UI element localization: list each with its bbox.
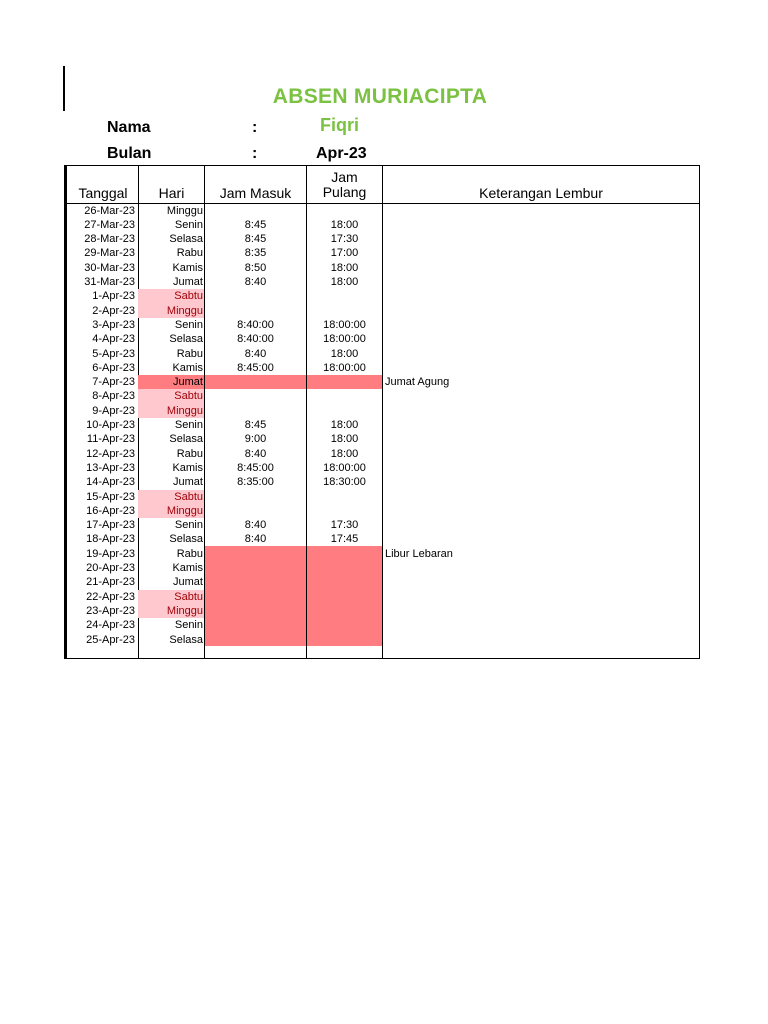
row-date: 12-Apr-23 [86, 447, 135, 460]
row-day: Minggu [138, 604, 204, 618]
row-jam-pulang [307, 633, 382, 647]
row-date: 27-Mar-23 [84, 218, 135, 231]
row-jam-masuk [205, 575, 306, 589]
row-date: 3-Apr-23 [92, 318, 135, 331]
row-day: Jumat [138, 375, 204, 389]
row-jam-pulang [307, 618, 382, 632]
row-date: 15-Apr-23 [86, 490, 135, 503]
row-keterangan [383, 389, 699, 403]
row-day: Sabtu [138, 289, 204, 303]
row-keterangan [383, 490, 699, 504]
row-date: 1-Apr-23 [92, 290, 135, 303]
row-jam-masuk: 8:40 [244, 519, 267, 532]
row-date: 31-Mar-23 [84, 276, 135, 288]
row-jam-pulang: 17:45 [330, 533, 359, 546]
row-date: 6-Apr-23 [92, 361, 135, 374]
row-jam-masuk [205, 547, 306, 561]
row-day: Kamis [172, 361, 203, 374]
row-day: Minggu [166, 204, 203, 217]
row-date: 20-Apr-23 [86, 562, 135, 574]
name-label: Nama [107, 119, 151, 136]
row-jam-pulang: 18:00 [330, 447, 359, 460]
row-date: 9-Apr-23 [92, 404, 135, 417]
row-date: 7-Apr-23 [92, 376, 135, 389]
row-jam-masuk: 9:00 [244, 433, 267, 446]
row-keterangan [383, 204, 699, 218]
row-keterangan [383, 633, 699, 647]
row-jam-masuk: 8:35:00 [237, 476, 274, 489]
row-jam-masuk [205, 304, 306, 318]
row-day: Senin [174, 218, 203, 231]
month-value: Apr-23 [316, 145, 367, 162]
row-date: 10-Apr-23 [86, 419, 135, 431]
row-jam-pulang [307, 590, 382, 604]
header-jam-masuk: Jam Masuk [219, 185, 292, 201]
row-keterangan [383, 447, 699, 461]
row-jam-pulang [307, 375, 382, 389]
row-day: Rabu [176, 347, 203, 360]
row-keterangan [383, 590, 699, 604]
row-day: Jumat [173, 276, 203, 288]
row-keterangan [383, 575, 699, 589]
row-day: Kamis [172, 261, 203, 274]
row-keterangan [383, 475, 699, 489]
month-label: Bulan [107, 145, 152, 162]
row-jam-pulang: 17:30 [330, 233, 359, 246]
row-jam-pulang: 18:00:00 [323, 318, 366, 331]
row-jam-masuk [205, 604, 306, 618]
row-date: 22-Apr-23 [86, 590, 135, 603]
row-keterangan [383, 418, 699, 432]
row-jam-pulang: 18:00 [330, 347, 359, 360]
row-jam-pulang: 18:00:00 [323, 361, 366, 374]
row-keterangan [383, 218, 699, 232]
row-jam-masuk [205, 618, 306, 632]
row-day: Selasa [169, 233, 203, 246]
row-date: 19-Apr-23 [86, 547, 135, 560]
row-jam-masuk: 8:40:00 [237, 333, 274, 346]
row-keterangan [383, 504, 699, 518]
row-jam-pulang: 18:00 [330, 433, 359, 446]
row-day: Sabtu [138, 490, 204, 504]
document-title: ABSEN MURIACIPTA [272, 85, 488, 108]
row-keterangan [383, 275, 699, 289]
row-jam-masuk: 8:50 [244, 261, 267, 274]
row-date: 25-Apr-23 [86, 633, 135, 646]
row-jam-masuk: 8:45:00 [237, 361, 274, 374]
row-jam-pulang: 18:00 [330, 261, 359, 274]
row-day: Minggu [138, 504, 204, 518]
row-keterangan [383, 232, 699, 246]
row-date: 5-Apr-23 [92, 347, 135, 360]
row-keterangan [383, 561, 699, 575]
row-jam-masuk: 8:40 [244, 533, 267, 546]
row-jam-pulang: 18:00 [330, 276, 359, 288]
row-jam-pulang: 18:00:00 [323, 333, 366, 346]
row-day: Rabu [176, 447, 203, 460]
header-tanggal: Tanggal [78, 185, 128, 201]
row-day: Kamis [172, 562, 203, 574]
row-day: Sabtu [138, 590, 204, 604]
row-date: 16-Apr-23 [86, 504, 135, 517]
row-day: Selasa [169, 633, 203, 646]
row-jam-masuk [205, 204, 306, 218]
row-jam-masuk: 8:40:00 [237, 318, 274, 331]
row-keterangan [383, 289, 699, 303]
row-date: 28-Mar-23 [84, 233, 135, 246]
row-keterangan: Libur Lebaran [385, 547, 453, 560]
row-jam-pulang: 18:30:00 [323, 476, 366, 489]
row-date: 30-Mar-23 [84, 261, 135, 274]
month-colon: : [252, 145, 258, 162]
row-date: 11-Apr-23 [86, 433, 135, 446]
row-keterangan [383, 246, 699, 260]
row-date: 2-Apr-23 [92, 304, 135, 317]
header-jam-pulang-line1: Jam [331, 169, 358, 185]
row-jam-masuk [205, 389, 306, 403]
row-jam-pulang [307, 404, 382, 418]
row-jam-pulang: 17:30 [330, 519, 359, 532]
row-jam-pulang [307, 204, 382, 218]
row-keterangan [383, 532, 699, 546]
row-day: Minggu [138, 304, 204, 318]
row-keterangan [383, 361, 699, 375]
header-jam-pulang-line2: Pulang [322, 184, 367, 200]
row-jam-pulang [307, 504, 382, 518]
row-jam-pulang [307, 561, 382, 575]
row-jam-pulang: 18:00:00 [323, 461, 366, 474]
name-value: Fiqri [320, 115, 359, 135]
row-jam-pulang: 18:00 [330, 218, 359, 231]
row-jam-masuk: 8:45 [244, 419, 267, 431]
row-day: Jumat [173, 576, 203, 589]
row-jam-pulang [307, 389, 382, 403]
row-jam-masuk: 8:45:00 [237, 461, 274, 474]
row-jam-masuk [205, 404, 306, 418]
row-keterangan [383, 318, 699, 332]
row-jam-pulang [307, 304, 382, 318]
row-jam-masuk: 8:40 [244, 276, 267, 288]
row-date: 26-Mar-23 [84, 204, 135, 217]
row-keterangan [383, 518, 699, 532]
row-day: Minggu [138, 404, 204, 418]
row-jam-pulang [307, 547, 382, 561]
row-date: 8-Apr-23 [92, 390, 135, 403]
row-jam-masuk: 8:40 [244, 347, 267, 360]
row-jam-pulang [307, 289, 382, 303]
row-day: Senin [174, 419, 203, 431]
row-jam-masuk [205, 504, 306, 518]
row-day: Rabu [176, 547, 203, 560]
row-date: 4-Apr-23 [92, 333, 135, 346]
row-day: Sabtu [138, 389, 204, 403]
row-jam-masuk: 8:40 [244, 447, 267, 460]
row-day: Senin [174, 619, 203, 632]
row-keterangan [383, 347, 699, 361]
attendance-table [64, 165, 700, 659]
row-date: 29-Mar-23 [84, 247, 135, 260]
row-keterangan [383, 432, 699, 446]
row-jam-pulang: 17:00 [330, 247, 359, 260]
row-date: 14-Apr-23 [86, 476, 135, 489]
row-jam-masuk [205, 561, 306, 575]
row-jam-masuk [205, 590, 306, 604]
name-colon: : [252, 119, 258, 136]
row-jam-pulang [307, 575, 382, 589]
row-keterangan [383, 261, 699, 275]
row-date: 13-Apr-23 [86, 461, 135, 474]
row-jam-pulang [307, 604, 382, 618]
row-day: Kamis [172, 461, 203, 474]
row-day: Selasa [169, 433, 203, 446]
row-keterangan [383, 604, 699, 618]
row-day: Senin [174, 519, 203, 532]
row-jam-masuk [205, 375, 306, 389]
row-date: 23-Apr-23 [86, 604, 135, 617]
row-keterangan [383, 332, 699, 346]
row-day: Rabu [176, 247, 203, 260]
row-jam-masuk: 8:45 [244, 233, 267, 246]
header-hari: Hari [158, 185, 185, 201]
row-date: 24-Apr-23 [86, 619, 135, 632]
row-jam-pulang [307, 490, 382, 504]
row-keterangan [383, 461, 699, 475]
row-keterangan [383, 304, 699, 318]
row-jam-masuk: 8:35 [244, 247, 267, 260]
header-keterangan-lembur: Keterangan Lembur [479, 185, 603, 201]
row-jam-masuk [205, 289, 306, 303]
row-jam-masuk: 8:45 [244, 218, 267, 231]
row-day: Jumat [173, 476, 203, 489]
row-day: Selasa [169, 533, 203, 546]
row-day: Senin [174, 318, 203, 331]
row-date: 17-Apr-23 [86, 519, 135, 532]
row-keterangan: Jumat Agung [385, 376, 450, 389]
row-jam-masuk [205, 490, 306, 504]
row-day: Selasa [169, 333, 203, 346]
row-keterangan [383, 404, 699, 418]
row-jam-masuk [205, 633, 306, 647]
row-date: 18-Apr-23 [86, 533, 135, 546]
row-keterangan [383, 618, 699, 632]
row-date: 21-Apr-23 [86, 576, 135, 589]
row-jam-pulang: 18:00 [330, 419, 359, 431]
